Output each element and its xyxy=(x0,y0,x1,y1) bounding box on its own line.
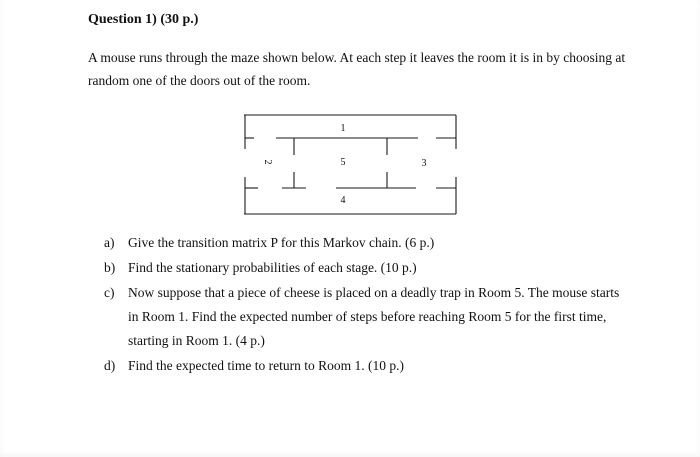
part-text: Now suppose that a piece of cheese is placed on a deadly trap in Room 5. The mouse starts in Room 1. Find the expected number of steps before reaching Room 5 for the first time, starting in Room 1. (4 p.) xyxy=(128,285,620,348)
room-label-1: 1 xyxy=(340,123,346,134)
part-marker: c) xyxy=(104,285,115,300)
room-label-4: 4 xyxy=(340,195,346,206)
room-label-3: 3 xyxy=(421,158,427,169)
question-part-d xyxy=(104,354,624,377)
room-label-2: 2 xyxy=(262,159,273,165)
question-parts xyxy=(104,231,624,377)
part-marker: d) xyxy=(104,358,116,373)
room-label-5: 5 xyxy=(340,157,346,168)
maze-diagram xyxy=(244,114,460,218)
part-text: Find the stationary probabilities of each stage. (10 p.) xyxy=(128,260,417,275)
question-part-a xyxy=(104,231,624,256)
question-part-c xyxy=(104,281,624,353)
part-text: Find the expected time to return to Room 1. (10 p.) xyxy=(128,358,404,373)
part-text: Give the transition matrix P for this Markov chain. (6 p.) xyxy=(128,235,435,250)
question-part-b xyxy=(104,256,624,281)
question-title: Question 1) (30 p.) xyxy=(88,12,199,27)
part-marker: a) xyxy=(104,235,115,250)
part-marker: b) xyxy=(104,260,116,275)
question-intro: A mouse runs through the maze shown below. At each step it leaves the room it is in by choosing at random one of the doors out of the room. xyxy=(88,50,626,88)
